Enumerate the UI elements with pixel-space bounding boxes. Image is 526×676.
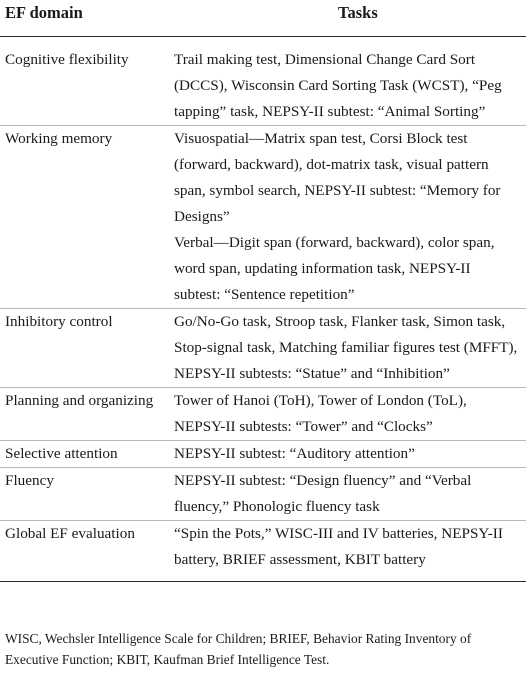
table-footnote: WISC, Wechsler Intelligence Scale for Children; BRIEF, Behavior Rating Inventory of Executive Function; KBIT, Kaufman Brief Intelligence Test. [5, 631, 472, 667]
task-text: Go/No-Go task, Stroop task, Flanker task, Simon task, Stop-signal task, Matching familiar figures test (MFFT), NEPSY-II subtests: “Statue” and “Inhibition” [174, 313, 518, 382]
task-text: Trail making test, Dimensional Change Card Sort (DCCS), Wisconsin Card Sorting Task (WCST), “Peg tapping” task, NEPSY-II subtest: “Animal Sorting” [174, 51, 502, 120]
tasks-cell [169, 309, 526, 388]
table-row [0, 441, 526, 468]
task-text-verbal: Verbal—Digit span (forward, backward), color span, word span, updating information task, NEPSY-II subtest: “Sentence repetition” [174, 234, 495, 303]
domain-cell: Cognitive flexibility [0, 37, 169, 126]
table-row [0, 309, 526, 388]
table-row [0, 388, 526, 441]
table-row [0, 521, 526, 582]
task-text: Tower of Hanoi (ToH), Tower of London (ToL), NEPSY-II subtests: “Tower” and “Clocks” [174, 392, 467, 435]
domain-cell: Working memory [0, 126, 169, 309]
domain-cell: Global EF evaluation [0, 521, 169, 582]
domain-cell: Fluency [0, 468, 169, 521]
table-row [0, 37, 526, 126]
header-tasks: Tasks [169, 0, 526, 37]
table-row [0, 126, 526, 309]
task-text-visuospatial: Visuospatial—Matrix span test, Corsi Block test (forward, backward), dot-matrix task, visual pattern span, symbol search, NEPSY-II subtest: “Memory for Designs” [174, 130, 501, 225]
task-text: “Spin the Pots,” WISC-III and IV batteries, NEPSY-II battery, BRIEF assessment, KBIT battery [174, 525, 503, 568]
tasks-cell [169, 388, 526, 441]
domain-cell: Inhibitory control [0, 309, 169, 388]
tasks-cell [169, 521, 526, 582]
tasks-cell [169, 126, 526, 309]
domain-cell: Planning and organizing [0, 388, 169, 441]
table-row [0, 468, 526, 521]
tasks-cell [169, 441, 526, 468]
header-ef-domain: EF domain [0, 0, 169, 37]
domain-cell: Selective attention [0, 441, 169, 468]
task-text: NEPSY-II subtest: “Design fluency” and “Verbal fluency,” Phonologic fluency task [174, 472, 472, 515]
tasks-cell [169, 468, 526, 521]
task-text: NEPSY-II subtest: “Auditory attention” [174, 445, 415, 462]
table-header-row [0, 0, 526, 37]
tasks-cell [169, 37, 526, 126]
